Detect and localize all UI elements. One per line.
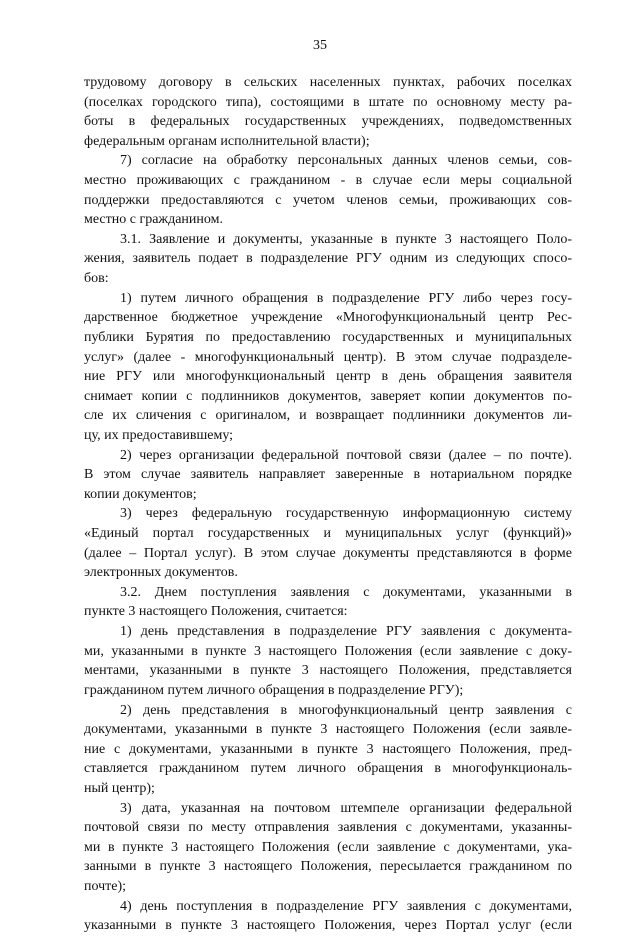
text-line: снимает копии с подлинников документов, заверяет копии документов по- (84, 388, 572, 404)
text-line: 4) день поступления в подразделение РГУ заявления с документами, (120, 898, 572, 914)
text-line: 2) через организации федеральной почтовой связи (далее – по почте). (120, 447, 572, 463)
text-line: федеральным органам исполнительной власти); (84, 133, 370, 149)
text-line: ние с документами, указанными в пункте 3 настоящего Положения, пред- (84, 741, 572, 757)
text-line: гражданином путем личного обращения в подразделение РГУ); (84, 682, 464, 698)
text-line: «Единый портал государственных и муниципальных услуг (функций)» (84, 526, 572, 542)
text-line: почтовой связи по месту отправления заявления с документами, указанны- (84, 820, 572, 836)
text-line: (поселках городского типа), состоящими в штате по основному месту ра- (84, 94, 572, 110)
text-line: услуг» (далее - многофункциональный центр). В этом случае подразделе- (84, 349, 572, 365)
text-line: 3.2. Днем поступления заявления с документами, указанными в (120, 584, 572, 600)
text-line: публики Бурятия по предоставлению государственных и муниципальных (84, 329, 572, 345)
text-line: указанными в пункте 3 настоящего Положения, через Портал услуг (если (84, 918, 572, 934)
text-line: местно проживающих с гражданином - в случае если меры социальной (84, 173, 572, 189)
text-line: электронных документов. (84, 565, 238, 581)
text-line: копии документов; (84, 486, 197, 502)
text-line: (далее – Портал услуг). В этом случае документы представляются в форме (84, 545, 572, 561)
text-line: ми в пункте 3 настоящего Положения (если заявление с документами, ука- (84, 839, 572, 855)
page-number: 35 (313, 38, 327, 53)
text-line: почте); (84, 878, 127, 894)
text-line: 7) согласие на обработку персональных данных членов семьи, сов- (120, 153, 572, 169)
text-line: занными в пункте 3 настоящего Положения, пересылается гражданином по (84, 859, 572, 875)
text-line: ми, указанными в пункте 3 настоящего Положения (если заявление с доку- (84, 643, 572, 659)
text-line: 3.1. Заявление и документы, указанные в пункте 3 настоящего Поло- (120, 231, 572, 247)
text-line: пункте 3 настоящего Положения, считается: (84, 604, 348, 620)
text-line: 1) день представления в подразделение РГУ заявления с документа- (120, 624, 572, 640)
text-line: ментами, указанными в пункте 3 настоящего Положения, представляется (84, 663, 572, 679)
text-line: 3) через федеральную государственную информационную систему (120, 506, 572, 522)
text-line: документами, указанными в пункте 3 настоящего Положения (если заявле- (84, 722, 572, 738)
text-line: ние РГУ или многофункциональный центр в день обращения заявителя (84, 369, 572, 385)
text-line: ставляется гражданином путем личного обращения в многофункциональ- (84, 761, 572, 777)
text-line: дарственное бюджетное учреждение «Многофункциональный центр Рес- (84, 310, 572, 326)
text-line: 3) дата, указанная на почтовом штемпеле организации федеральной (120, 800, 572, 816)
text-line: трудовому договору в сельских населенных пунктах, рабочих поселках (84, 75, 572, 90)
text-line: поддержки предоставляются с учетом членов семьи, проживающих сов- (84, 192, 572, 208)
document-body (84, 73, 572, 936)
text-line: местно с гражданином. (84, 212, 223, 228)
text-line: сле их сличения с оригиналом, и возвращает подлинники документов ли- (84, 408, 572, 424)
text-line: боты в федеральных государственных учреждениях, подведомственных (84, 114, 572, 130)
text-line: 2) день представления в многофункциональный центр заявления с (120, 702, 572, 718)
text-line: бов: (84, 271, 109, 287)
text-line: ный центр); (84, 780, 155, 796)
text-line: 1) путем личного обращения в подразделение РГУ либо через госу- (120, 290, 572, 306)
text-line: В этом случае заявитель направляет заверенные в нотариальном порядке (84, 467, 572, 483)
text-line: жения, заявитель подает в подразделение РГУ одним из следующих спосо- (84, 251, 572, 267)
text-line: цу, их предоставившему; (84, 427, 234, 443)
